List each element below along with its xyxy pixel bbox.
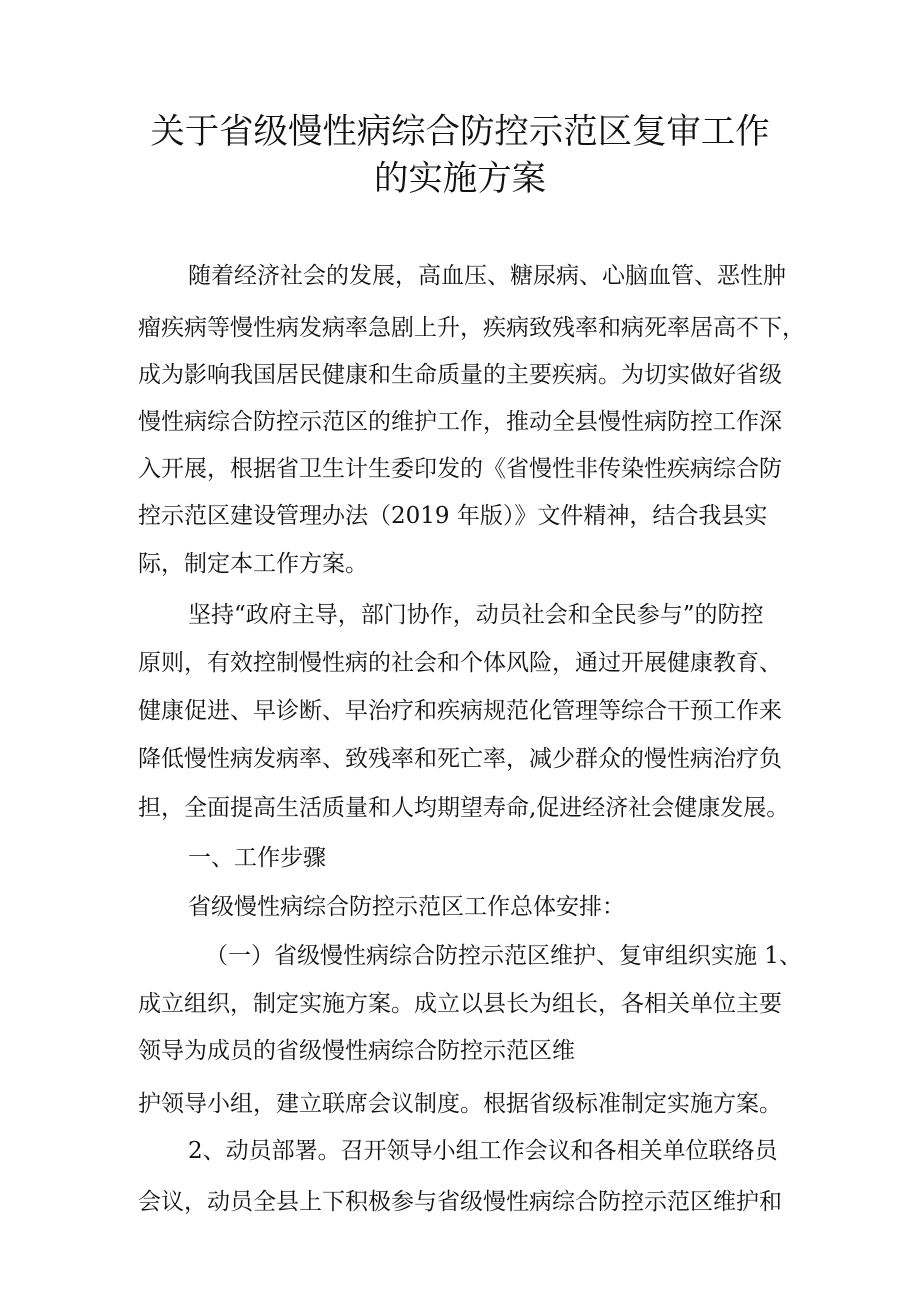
document-title-line-2: 的实施方案 <box>373 159 547 199</box>
paragraph-1-line-1: 随着经济社会的发展，高血压、糖尿病、心脑血管、恶性肿 <box>188 263 786 289</box>
paragraph-2-line-3: 健康促进、早诊断、早治疗和疾病规范化管理等综合干预工作来 <box>138 698 782 724</box>
document-title-line-1: 关于省级慢性病综合防控示范区复审工作 <box>150 112 770 152</box>
paragraph-1-line-2: 瘤疾病等慢性病发病率急剧上升，疾病致残率和病死率居高不下， <box>138 315 805 341</box>
overall-arrangement-line: 省级慢性病综合防控示范区工作总体安排： <box>188 894 625 920</box>
paragraph-2-line-2: 原则，有效控制慢性病的社会和个体风险，通过开展健康教育、 <box>138 650 782 676</box>
paragraph-2-line-4: 降低慢性病发病率、致残率和死亡率，减少群众的慢性病治疗负 <box>138 746 782 772</box>
paragraph-1-line-4: 慢性病综合防控示范区的维护工作，推动全县慢性病防控工作深 <box>138 409 782 435</box>
paragraph-1-line-3: 成为影响我国居民健康和生命质量的主要疾病。为切实做好省级 <box>138 362 782 388</box>
paragraph-2-line-1: 坚持“政府主导，部门协作，动员社会和全民参与”的防控 <box>188 602 764 628</box>
section-heading-work-steps: 一、工作步骤 <box>188 845 326 871</box>
step-2-line-2: 会议，动员全县上下积极参与省级慢性病综合防控示范区维护和 <box>138 1189 782 1215</box>
paragraph-2-line-5: 担，全面提高生活质量和人均期望寿命,促进经济社会健康发展。 <box>138 795 790 821</box>
subsection-1-line-2: 成立组织，制定实施方案。成立以县长为组长，各相关单位主要 <box>138 991 782 1017</box>
paragraph-1-line-5: 入开展，根据省卫生计生委印发的《省慢性非传染性疾病综合防 <box>138 456 782 482</box>
subsection-1-line-4: 护领导小组，建立联席会议制度。根据省级标准制定实施方案。 <box>138 1091 782 1117</box>
subsection-1-line-1: （一）省级慢性病综合防控示范区维护、复审组织实施 1、 <box>205 943 802 969</box>
step-2-line-1: 2、动员部署。召开领导小组工作会议和各相关单位联络员 <box>188 1138 778 1164</box>
subsection-1-line-3: 领导为成员的省级慢性病综合防控示范区维 <box>138 1038 575 1064</box>
paragraph-1-line-6: 控示范区建设管理办法（2019 年版）》文件精神，结合我县实 <box>138 503 768 529</box>
paragraph-1-line-7: 际，制定本工作方案。 <box>138 551 368 577</box>
